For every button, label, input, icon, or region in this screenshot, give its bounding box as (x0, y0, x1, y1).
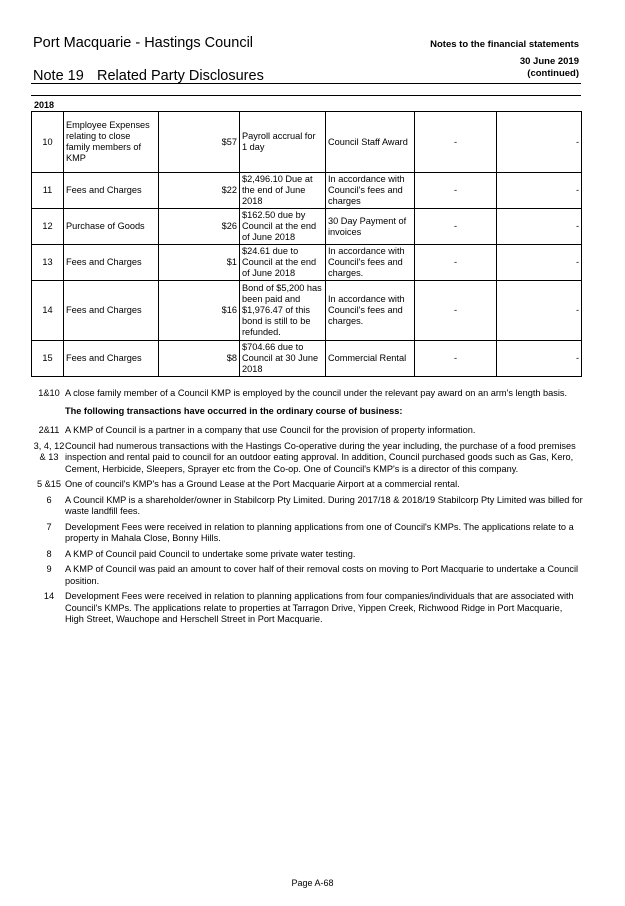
note-ref: 14 (43, 591, 55, 601)
page-number: Page A-68 (291, 878, 334, 888)
row-outstanding: $704.66 due to Council at 30 June 2018 (240, 341, 326, 377)
row-ref: 15 (32, 341, 64, 377)
council-name: Port Macquarie - Hastings Council (33, 35, 254, 51)
note-item (33, 564, 583, 587)
note-ref: 6 (46, 494, 52, 505)
note-text: A KMP of Council is a partner in a company that use Council for the provision of property information. (65, 425, 476, 435)
row-terms: Commercial Rental (326, 341, 415, 377)
row-outstanding: Bond of $5,200 has been paid and $1,976.47 of this bond is still to be refunded. (240, 281, 326, 341)
row-provision: - (415, 281, 497, 341)
row-amount: $57 (159, 112, 240, 173)
row-outstanding: $24.61 due to Council at the end of June 2018 (240, 245, 326, 281)
transactions-subheading: The following transactions have occurred in the ordinary course of business: (65, 405, 403, 416)
row-expense: - (497, 341, 582, 377)
row-amount: $16 (159, 281, 240, 341)
row-type: Fees and Charges (64, 173, 159, 209)
note-text: A Council KMP is a shareholder/owner in Stabilcorp Pty Limited. During 2017/18 & 2018/19 Stabilcorp Pty Limited was billed for waste landfill fees. (65, 494, 583, 516)
note-text: A close family member of a Council KMP is employed by the council under the relevant pay award on an arm's length basis. (65, 388, 568, 398)
row-provision: - (415, 341, 497, 377)
report-date: 30 June 2019 (519, 56, 579, 67)
note-item (33, 425, 583, 437)
row-ref: 14 (32, 281, 64, 341)
table-row (32, 281, 582, 341)
row-type: Employee Expenses relating to close family members of KMP (64, 112, 159, 173)
row-provision: - (415, 245, 497, 281)
section-rule (31, 95, 581, 96)
table-row (32, 173, 582, 209)
note-heading (33, 68, 264, 84)
row-terms: 30 Day Payment of invoices (326, 209, 415, 245)
table-row (32, 209, 582, 245)
row-type: Fees and Charges (64, 245, 159, 281)
row-ref: 12 (32, 209, 64, 245)
row-terms: In accordance with Council's fees and charges. (326, 245, 415, 281)
note-item (33, 495, 583, 518)
note-item (33, 441, 583, 476)
note-text: A KMP of Council was paid an amount to cover half of their removal costs on moving to Port Macquarie to undertake a Council position. (65, 564, 579, 586)
row-amount: $22 (159, 173, 240, 209)
note-ref: 9 (46, 564, 52, 574)
row-amount: $26 (159, 209, 240, 245)
continued-label: (continued) (527, 68, 579, 79)
row-terms: In accordance with Council's fees and charges (326, 173, 415, 209)
row-ref: 11 (32, 173, 64, 209)
row-type: Purchase of Goods (64, 209, 159, 245)
row-terms: In accordance with Council's fees and charges. (326, 281, 415, 341)
row-type: Fees and Charges (64, 341, 159, 377)
note-text: A KMP of Council paid Council to undertake some private water testing. (65, 548, 356, 559)
row-provision: - (415, 112, 497, 173)
note-ref: 3, 4, 12 & 13 (33, 440, 65, 462)
related-party-table (31, 111, 582, 377)
row-expense: - (497, 245, 582, 281)
row-amount: $1 (159, 245, 240, 281)
row-expense: - (497, 112, 582, 173)
header-rule (31, 83, 581, 84)
notes-section (33, 388, 583, 630)
row-amount: $8 (159, 341, 240, 377)
row-outstanding: $2,496.10 Due at the end of June 2018 (240, 173, 326, 209)
note-text: Development Fees were received in relation to planning applications from four companies/individuals that are associated with Council's KMPs. The applications relate to properties at Tarragon Drive, Yippen Creek, Richwood Ridge in Port Macquarie, High Street, Wauchope and Herschell Street in Port Macquarie. (65, 591, 574, 624)
note-ref: 5 &15 (36, 479, 61, 489)
table-row (32, 341, 582, 377)
row-ref: 13 (32, 245, 64, 281)
note-item (33, 388, 583, 400)
row-expense: - (497, 281, 582, 341)
note-number: Note 19 (33, 68, 84, 84)
note-text: Council had numerous transactions with the Hastings Co-operative during the year including, the purchase of a food premises inspection and rental paid to council for an outdoor eating approval. In addition, Council purchased goods such as Gas, Kero, Cement, Herbicide, Sleepers, Sprayer etc from the Co-op. One of Council's KMP's is a director of this company. (65, 440, 576, 474)
row-provision: - (415, 209, 497, 245)
row-expense: - (497, 209, 582, 245)
document-type: Notes to the financial statements (430, 39, 579, 50)
note-text: One of council's KMP's has a Ground Lease at the Port Macquarie Airport at a commercial rental. (65, 479, 460, 489)
note-text: Development Fees were received in relation to planning applications from one of Council's KMPs. The applications relate to a property in Mahala Close, Bonny Hills. (65, 521, 574, 543)
row-outstanding: Payroll accrual for 1 day (240, 112, 326, 173)
row-outstanding: $162.50 due by Council at the end of June 2018 (240, 209, 326, 245)
table-row (32, 245, 582, 281)
row-ref: 10 (32, 112, 64, 173)
row-type: Fees and Charges (64, 281, 159, 341)
year-label: 2018 (34, 100, 55, 110)
note-item (33, 549, 583, 561)
note-item (33, 479, 583, 491)
row-terms: Council Staff Award (326, 112, 415, 173)
note-title: Related Party Disclosures (97, 68, 264, 84)
note-ref: 7 (46, 521, 52, 532)
note-item (33, 522, 583, 545)
table-row (32, 112, 582, 173)
note-item (33, 591, 583, 626)
note-ref: 8 (46, 548, 52, 559)
note-ref: 1&10 (38, 388, 60, 398)
row-expense: - (497, 173, 582, 209)
note-ref: 2&11 (38, 425, 60, 435)
row-provision: - (415, 173, 497, 209)
